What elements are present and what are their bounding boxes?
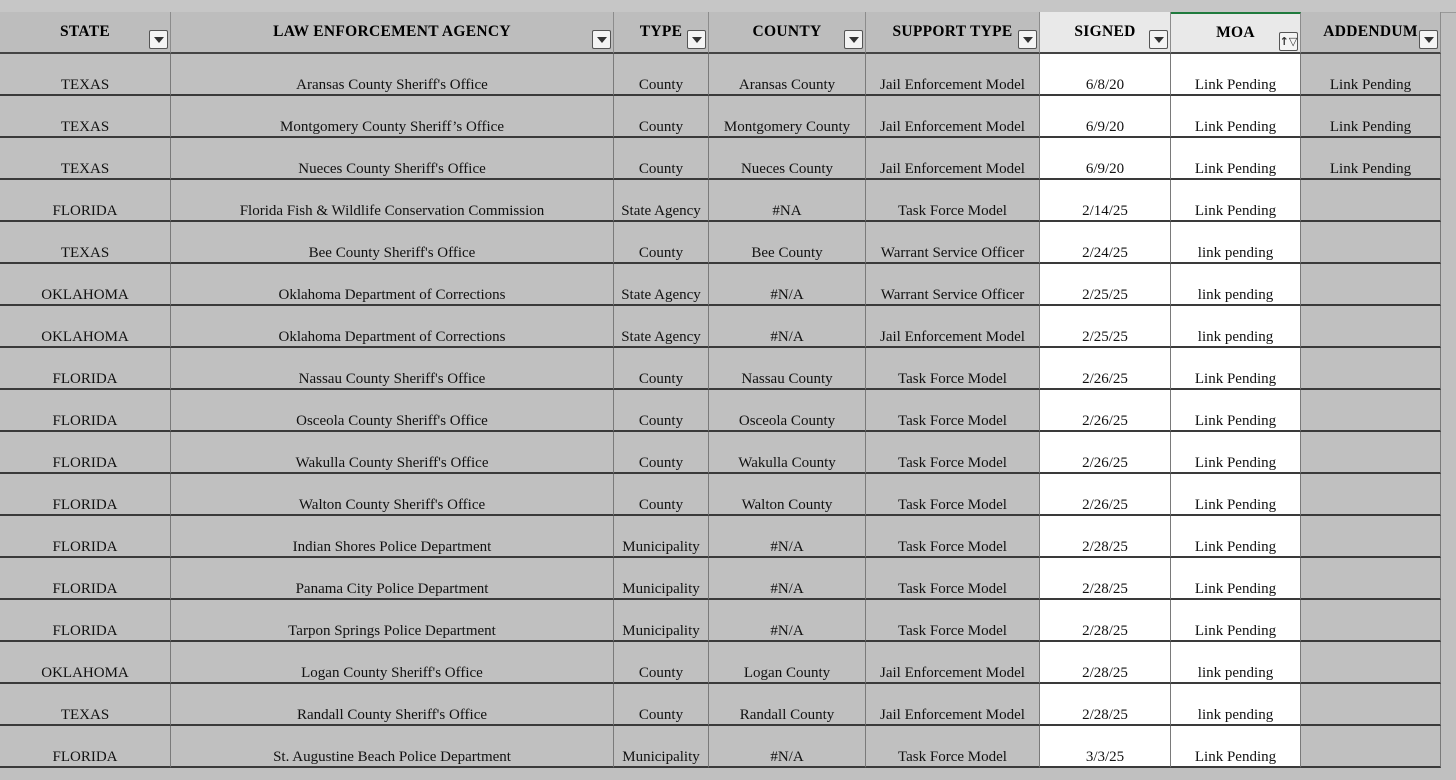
cell-text: #N/A (770, 539, 804, 555)
column-header-state[interactable] (0, 12, 171, 54)
cell-text: 2/28/25 (1082, 623, 1128, 639)
cell-text: link pending (1197, 665, 1274, 681)
cell-addendum[interactable] (1301, 222, 1441, 264)
cell-state[interactable] (0, 600, 171, 642)
cell-moa[interactable] (1171, 348, 1301, 390)
cell-text: Logan County Sheriff's Office (301, 665, 483, 681)
cell-signed[interactable] (1040, 180, 1171, 222)
cell-text: County (638, 497, 684, 513)
cell-moa[interactable] (1171, 222, 1301, 264)
cell-signed[interactable] (1040, 348, 1171, 390)
cell-text: Nueces County Sheriff's Office (298, 161, 486, 177)
column-header-label: COUNTY (752, 23, 822, 40)
cell-support-type[interactable] (866, 558, 1040, 600)
cell-type[interactable] (614, 96, 709, 138)
cell-county[interactable] (709, 138, 866, 180)
cell-text: Link Pending (1194, 581, 1277, 597)
cell-agency[interactable] (171, 726, 614, 768)
cell-text: #N/A (770, 287, 804, 303)
cell-moa[interactable] (1171, 54, 1301, 96)
cell-text: 6/8/20 (1085, 77, 1125, 93)
column-header-label: SIGNED (1074, 23, 1136, 40)
cell-state[interactable] (0, 222, 171, 264)
cell-text: Link Pending (1194, 413, 1277, 429)
cell-text: Jail Enforcement Model (880, 329, 1025, 345)
cell-support-type[interactable] (866, 516, 1040, 558)
cell-signed[interactable] (1040, 306, 1171, 348)
cell-text: Logan County (743, 665, 831, 681)
cell-text: FLORIDA (52, 623, 118, 639)
cell-text: Task Force Model (898, 749, 1007, 765)
cell-text: TEXAS (60, 77, 110, 93)
cell-text: Link Pending (1194, 161, 1277, 177)
cell-text: Link Pending (1194, 749, 1277, 765)
cell-type[interactable] (614, 600, 709, 642)
cell-signed[interactable] (1040, 54, 1171, 96)
column-header-addendum[interactable] (1301, 12, 1441, 54)
cell-signed[interactable] (1040, 222, 1171, 264)
cell-addendum[interactable] (1301, 516, 1441, 558)
cell-addendum[interactable] (1301, 390, 1441, 432)
cell-text: Task Force Model (898, 203, 1007, 219)
column-header-label: LAW ENFORCEMENT AGENCY (273, 23, 511, 40)
cell-type[interactable] (614, 54, 709, 96)
cell-text: Walton County Sheriff's Office (298, 497, 486, 513)
column-header-county[interactable] (709, 12, 866, 54)
cell-text: Nassau County Sheriff's Office (298, 371, 486, 387)
column-header-signed[interactable] (1040, 12, 1171, 54)
cell-type[interactable] (614, 306, 709, 348)
cell-type[interactable] (614, 138, 709, 180)
cell-support-type[interactable] (866, 222, 1040, 264)
cell-text: Montgomery County (723, 119, 851, 135)
cell-text: Link Pending (1194, 203, 1277, 219)
cell-moa[interactable] (1171, 306, 1301, 348)
cell-text: 2/24/25 (1082, 245, 1128, 261)
cell-text: 2/26/25 (1082, 497, 1128, 513)
column-header-label: ADDENDUM (1323, 23, 1418, 40)
cell-moa[interactable] (1171, 558, 1301, 600)
cell-state[interactable] (0, 642, 171, 684)
cell-text: Aransas County Sheriff's Office (296, 77, 488, 93)
cell-addendum[interactable] (1301, 558, 1441, 600)
cell-support-type[interactable] (866, 264, 1040, 306)
cell-text: Link Pending (1329, 77, 1412, 93)
cell-county[interactable] (709, 516, 866, 558)
cell-state[interactable] (0, 348, 171, 390)
cell-text: Link Pending (1194, 497, 1277, 513)
filter-dropdown-icon[interactable] (592, 30, 611, 49)
cell-addendum[interactable] (1301, 432, 1441, 474)
cell-text: Link Pending (1194, 77, 1277, 93)
cell-text: County (638, 161, 684, 177)
cell-agency[interactable] (171, 306, 614, 348)
cell-text: 3/3/25 (1085, 749, 1125, 765)
cell-county[interactable] (709, 474, 866, 516)
cell-moa[interactable] (1171, 96, 1301, 138)
cell-type[interactable] (614, 432, 709, 474)
cell-text: Florida Fish & Wildlife Conservation Commission (239, 203, 545, 219)
cell-text: TEXAS (60, 161, 110, 177)
filter-dropdown-icon[interactable] (687, 30, 706, 49)
cell-addendum[interactable] (1301, 600, 1441, 642)
cell-signed[interactable] (1040, 600, 1171, 642)
cell-text: 2/28/25 (1082, 707, 1128, 723)
cell-addendum[interactable] (1301, 642, 1441, 684)
cell-support-type[interactable] (866, 54, 1040, 96)
cell-county[interactable] (709, 306, 866, 348)
cell-state[interactable] (0, 96, 171, 138)
cell-state[interactable] (0, 264, 171, 306)
filter-dropdown-icon[interactable] (1018, 30, 1037, 49)
cell-state[interactable] (0, 432, 171, 474)
cell-text: 2/28/25 (1082, 581, 1128, 597)
cell-text: Walton County (741, 497, 833, 513)
column-header-label: STATE (59, 23, 111, 40)
cell-support-type[interactable] (866, 684, 1040, 726)
cell-county[interactable] (709, 684, 866, 726)
cell-agency[interactable] (171, 558, 614, 600)
cell-state[interactable] (0, 180, 171, 222)
cell-agency[interactable] (171, 684, 614, 726)
cell-state[interactable] (0, 684, 171, 726)
cell-type[interactable] (614, 726, 709, 768)
cell-text: #N/A (770, 749, 804, 765)
cell-signed[interactable] (1040, 642, 1171, 684)
cell-text: Oklahoma Department of Corrections (278, 287, 506, 303)
cell-text: Randall County (739, 707, 835, 723)
cell-support-type[interactable] (866, 96, 1040, 138)
cell-county[interactable] (709, 264, 866, 306)
cell-text: 2/26/25 (1082, 413, 1128, 429)
cell-county[interactable] (709, 180, 866, 222)
cell-text: Task Force Model (898, 623, 1007, 639)
column-header-moa[interactable] (1171, 12, 1301, 54)
cell-type[interactable] (614, 516, 709, 558)
cell-text: OKLAHOMA (41, 665, 129, 681)
cell-text: Link Pending (1194, 623, 1277, 639)
cell-text: County (638, 665, 684, 681)
cell-text: Osceola County Sheriff's Office (296, 413, 488, 429)
cell-addendum[interactable] (1301, 684, 1441, 726)
cell-support-type[interactable] (866, 138, 1040, 180)
cell-text: Indian Shores Police Department (292, 539, 492, 555)
cell-text: FLORIDA (52, 413, 118, 429)
cell-text: Municipality (622, 539, 700, 555)
column-header-label: TYPE (639, 23, 683, 40)
cell-text: Montgomery County Sheriff’s Office (280, 119, 504, 135)
cell-support-type[interactable] (866, 726, 1040, 768)
cell-support-type[interactable] (866, 642, 1040, 684)
cell-support-type[interactable] (866, 432, 1040, 474)
cell-agency[interactable] (171, 54, 614, 96)
cell-moa[interactable] (1171, 600, 1301, 642)
cell-text: #N/A (770, 623, 804, 639)
cell-text: TEXAS (60, 119, 110, 135)
cell-type[interactable] (614, 390, 709, 432)
cell-state[interactable] (0, 726, 171, 768)
cell-support-type[interactable] (866, 180, 1040, 222)
cell-text: Link Pending (1194, 371, 1277, 387)
filter-dropdown-icon[interactable] (1149, 30, 1168, 49)
cell-text: 6/9/20 (1085, 119, 1125, 135)
cell-moa[interactable] (1171, 180, 1301, 222)
cell-signed[interactable] (1040, 138, 1171, 180)
cell-text: Warrant Service Officer (880, 245, 1025, 261)
cell-text: FLORIDA (52, 455, 118, 471)
cell-signed[interactable] (1040, 684, 1171, 726)
cell-text: 6/9/20 (1085, 161, 1125, 177)
cell-signed[interactable] (1040, 474, 1171, 516)
cell-text: TEXAS (60, 245, 110, 261)
cell-text: Osceola County (738, 413, 836, 429)
cell-text: Bee County (751, 245, 823, 261)
cell-type[interactable] (614, 264, 709, 306)
cell-text: link pending (1197, 287, 1274, 303)
cell-text: State Agency (621, 287, 701, 303)
cell-text: Wakulla County (738, 455, 836, 471)
cell-support-type[interactable] (866, 348, 1040, 390)
cell-state[interactable] (0, 558, 171, 600)
cell-type[interactable] (614, 642, 709, 684)
cell-text: State Agency (621, 203, 701, 219)
cell-agency[interactable] (171, 642, 614, 684)
column-header-type[interactable] (614, 12, 709, 54)
cell-text: Jail Enforcement Model (880, 77, 1025, 93)
cell-text: County (638, 245, 684, 261)
cell-support-type[interactable] (866, 390, 1040, 432)
cell-addendum[interactable] (1301, 348, 1441, 390)
cell-agency[interactable] (171, 600, 614, 642)
cell-text: OKLAHOMA (41, 287, 129, 303)
cell-text: Link Pending (1194, 119, 1277, 135)
cell-text: Task Force Model (898, 413, 1007, 429)
cell-text: #N/A (770, 329, 804, 345)
sort-filter-icon[interactable]: ↑▽ (1279, 32, 1298, 51)
cell-agency[interactable] (171, 474, 614, 516)
cell-text: FLORIDA (52, 749, 118, 765)
cell-text: FLORIDA (52, 539, 118, 555)
cell-state[interactable] (0, 306, 171, 348)
cell-type[interactable] (614, 474, 709, 516)
cell-text: 2/28/25 (1082, 539, 1128, 555)
cell-text: Task Force Model (898, 539, 1007, 555)
cell-agency[interactable] (171, 138, 614, 180)
filter-dropdown-icon[interactable] (149, 30, 168, 49)
cell-addendum[interactable] (1301, 96, 1441, 138)
cell-text: OKLAHOMA (41, 329, 129, 345)
cell-agency[interactable] (171, 96, 614, 138)
column-header-label: MOA (1216, 24, 1255, 41)
cell-signed[interactable] (1040, 516, 1171, 558)
cell-text: link pending (1197, 707, 1274, 723)
cell-agency[interactable] (171, 180, 614, 222)
cell-text: FLORIDA (52, 497, 118, 513)
cell-text: 2/25/25 (1082, 329, 1128, 345)
cell-text: Jail Enforcement Model (880, 665, 1025, 681)
cell-county[interactable] (709, 726, 866, 768)
cell-text: Municipality (622, 623, 700, 639)
cell-text: Warrant Service Officer (880, 287, 1025, 303)
cell-moa[interactable] (1171, 474, 1301, 516)
cell-signed[interactable] (1040, 726, 1171, 768)
cell-county[interactable] (709, 348, 866, 390)
cell-addendum[interactable] (1301, 138, 1441, 180)
cell-state[interactable] (0, 516, 171, 558)
cell-county[interactable] (709, 642, 866, 684)
cell-text: Municipality (622, 749, 700, 765)
cell-moa[interactable] (1171, 432, 1301, 474)
cell-text: 2/14/25 (1082, 203, 1128, 219)
cell-agency[interactable] (171, 264, 614, 306)
cell-addendum[interactable] (1301, 264, 1441, 306)
cell-text: Nassau County (741, 371, 833, 387)
cell-moa[interactable] (1171, 726, 1301, 768)
cell-text: Link Pending (1329, 119, 1412, 135)
cell-type[interactable] (614, 222, 709, 264)
cell-addendum[interactable] (1301, 726, 1441, 768)
cell-county[interactable] (709, 600, 866, 642)
cell-support-type[interactable] (866, 306, 1040, 348)
cell-type[interactable] (614, 180, 709, 222)
cell-signed[interactable] (1040, 264, 1171, 306)
cell-text: County (638, 371, 684, 387)
filter-dropdown-icon[interactable] (844, 30, 863, 49)
cell-signed[interactable] (1040, 558, 1171, 600)
cell-county[interactable] (709, 54, 866, 96)
cell-text: Jail Enforcement Model (880, 707, 1025, 723)
cell-text: link pending (1197, 329, 1274, 345)
cell-text: Link Pending (1329, 161, 1412, 177)
cell-text: Jail Enforcement Model (880, 161, 1025, 177)
cell-text: TEXAS (60, 707, 110, 723)
cell-moa[interactable] (1171, 684, 1301, 726)
cell-text: Link Pending (1194, 455, 1277, 471)
cell-type[interactable] (614, 684, 709, 726)
cell-county[interactable] (709, 432, 866, 474)
cell-text: Aransas County (738, 77, 836, 93)
cell-signed[interactable] (1040, 432, 1171, 474)
cell-text: FLORIDA (52, 371, 118, 387)
cell-signed[interactable] (1040, 96, 1171, 138)
cell-county[interactable] (709, 390, 866, 432)
column-header-label: SUPPORT TYPE (892, 23, 1013, 40)
cell-agency[interactable] (171, 390, 614, 432)
cell-text: Oklahoma Department of Corrections (278, 329, 506, 345)
cell-state[interactable] (0, 54, 171, 96)
cell-text: County (638, 119, 684, 135)
cell-text: Bee County Sheriff's Office (308, 245, 476, 261)
cell-moa[interactable] (1171, 390, 1301, 432)
cell-signed[interactable] (1040, 390, 1171, 432)
filter-dropdown-icon[interactable] (1419, 30, 1438, 49)
cell-text: Randall County Sheriff's Office (296, 707, 488, 723)
cell-agency[interactable] (171, 516, 614, 558)
cell-text: 2/26/25 (1082, 371, 1128, 387)
cell-text: FLORIDA (52, 203, 118, 219)
cell-text: 2/26/25 (1082, 455, 1128, 471)
cell-text: Task Force Model (898, 497, 1007, 513)
cell-text: Tarpon Springs Police Department (288, 623, 496, 639)
cell-text: County (638, 413, 684, 429)
cell-moa[interactable] (1171, 516, 1301, 558)
cell-text: Nueces County (740, 161, 834, 177)
cell-text: State Agency (621, 329, 701, 345)
cell-addendum[interactable] (1301, 306, 1441, 348)
cell-text: #N/A (770, 581, 804, 597)
cell-county[interactable] (709, 96, 866, 138)
cell-agency[interactable] (171, 432, 614, 474)
cell-text: link pending (1197, 245, 1274, 261)
cell-text: Municipality (622, 581, 700, 597)
cell-text: County (638, 77, 684, 93)
cell-text: County (638, 707, 684, 723)
cell-moa[interactable] (1171, 264, 1301, 306)
cell-text: Task Force Model (898, 581, 1007, 597)
cell-text: Link Pending (1194, 539, 1277, 555)
cell-text: Panama City Police Department (295, 581, 489, 597)
cell-support-type[interactable] (866, 474, 1040, 516)
column-header-agency[interactable] (171, 12, 614, 54)
cell-text: Wakulla County Sheriff's Office (295, 455, 489, 471)
cell-text: County (638, 455, 684, 471)
cell-state[interactable] (0, 138, 171, 180)
cell-type[interactable] (614, 558, 709, 600)
cell-state[interactable] (0, 474, 171, 516)
cell-text: 2/25/25 (1082, 287, 1128, 303)
cell-addendum[interactable] (1301, 54, 1441, 96)
cell-county[interactable] (709, 222, 866, 264)
cell-text: Jail Enforcement Model (880, 119, 1025, 135)
cell-text: #NA (772, 203, 802, 219)
cell-moa[interactable] (1171, 138, 1301, 180)
cell-text: St. Augustine Beach Police Department (273, 749, 511, 765)
cell-moa[interactable] (1171, 642, 1301, 684)
cell-state[interactable] (0, 390, 171, 432)
cell-agency[interactable] (171, 222, 614, 264)
cell-text: Task Force Model (898, 371, 1007, 387)
cell-addendum[interactable] (1301, 180, 1441, 222)
cell-type[interactable] (614, 348, 709, 390)
cell-agency[interactable] (171, 348, 614, 390)
cell-text: 2/28/25 (1082, 665, 1128, 681)
cell-county[interactable] (709, 558, 866, 600)
cell-addendum[interactable] (1301, 474, 1441, 516)
cell-text: Task Force Model (898, 455, 1007, 471)
cell-support-type[interactable] (866, 600, 1040, 642)
column-header-support-type[interactable] (866, 12, 1040, 54)
cell-text: FLORIDA (52, 581, 118, 597)
